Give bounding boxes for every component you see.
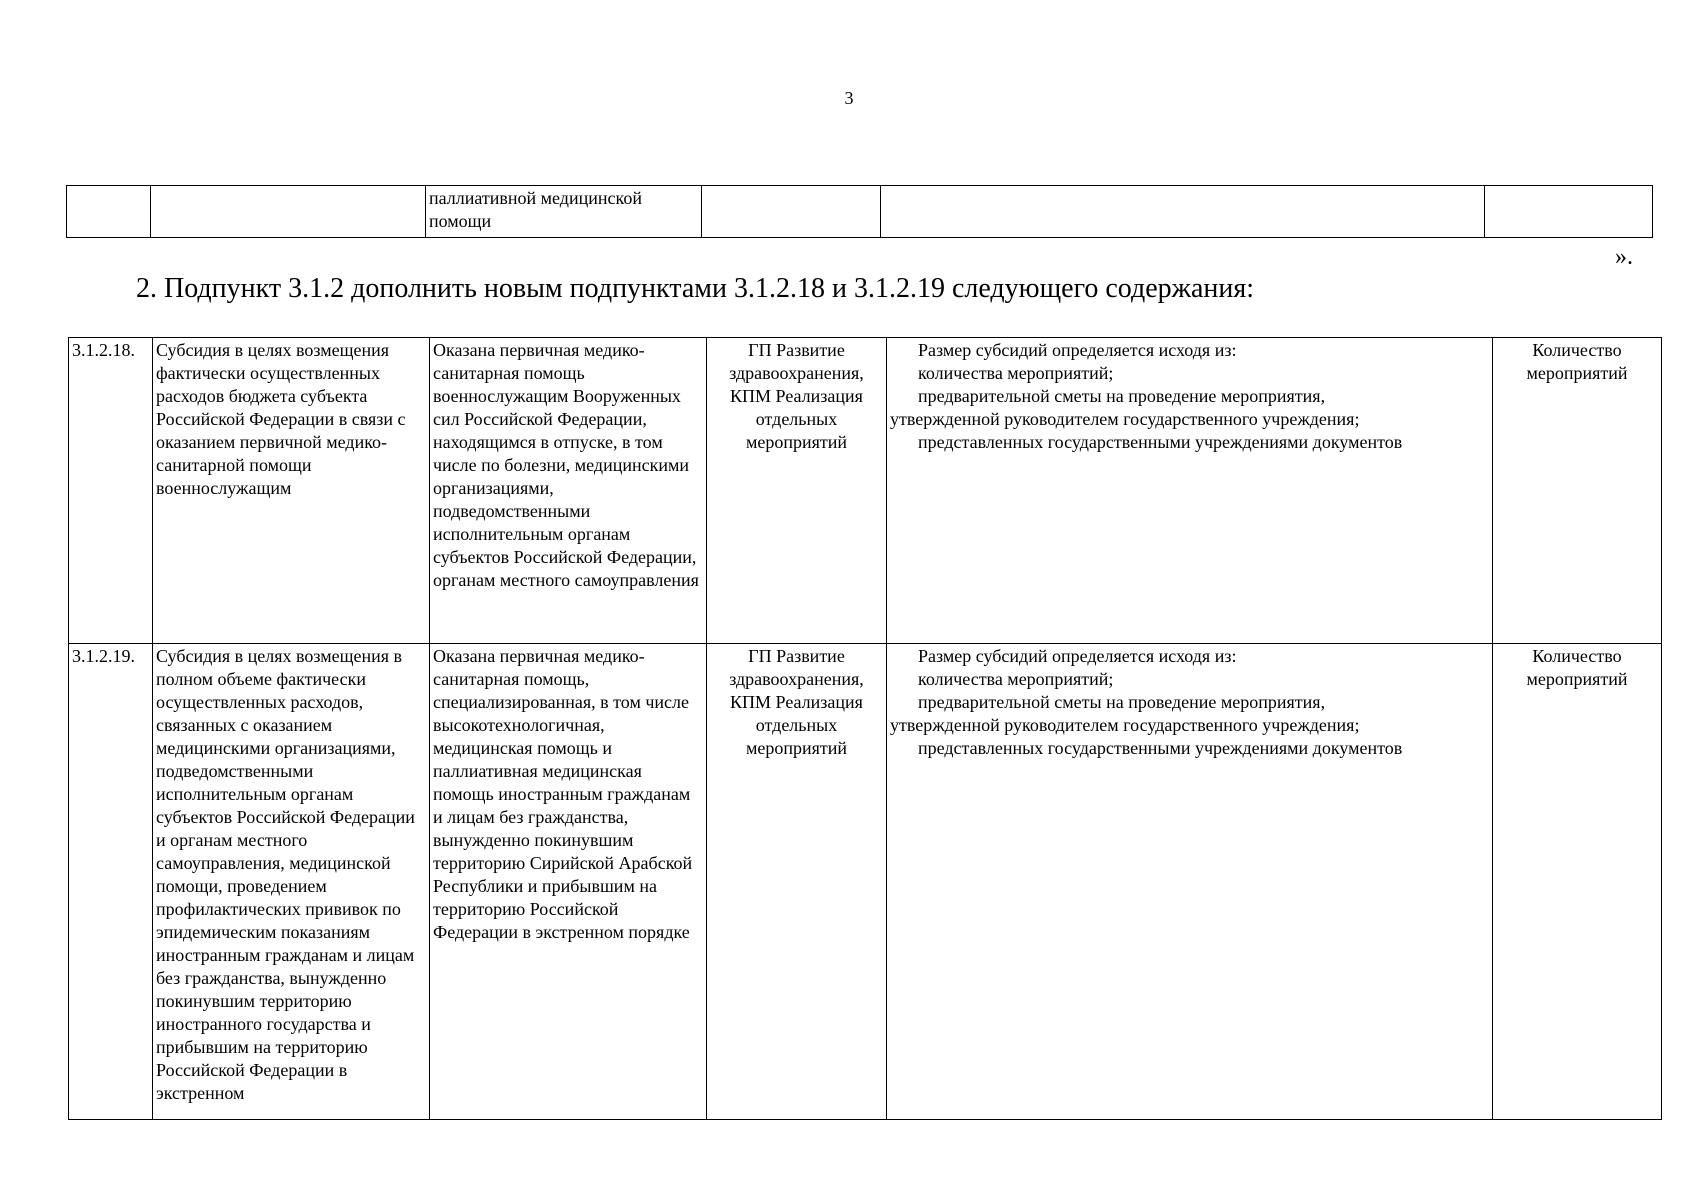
subsidy-name: Субсидия в целях возмещения в полном объеме фактически осуществленных расходов, связанных с оказанием медицинскими организациями, подведомственными исполнительным органам субъектов Российской Федерации и органам местного самоуправления, медицинской помощи, проведением профилактических прививок по эпидемическим показаниям иностранным гражданам и лицам без гражданства, вынужденно покинувшим территорию иностранного государства и прибывшим на территорию Российской Федерации в экстренном [153,644,430,1120]
page-number: 3 [844,88,854,108]
row-number: 3.1.2.18. [69,338,153,644]
result-indicator: Количество мероприятий [1493,338,1662,644]
subsidy-size-description [887,338,1493,644]
section-heading: 2. Подпункт 3.1.2 дополнить новым подпунктами 3.1.2.18 и 3.1.2.19 следующего содержания: [136,273,1255,304]
size-line: представленных государственными учреждениями документов [918,738,1403,758]
size-line: количества мероприятий; [918,363,1114,383]
subsidy-size-description [887,644,1493,1120]
table-row [69,338,1662,644]
continuation-table [66,185,1653,238]
program-name: ГП Развитие здравоохранения, КПМ Реализация отдельных мероприятий [707,644,887,1120]
size-line: Размер субсидий определяется исходя из: [918,340,1237,360]
subsidy-result: Оказана первичная медико-санитарная помощь военнослужащим Вооруженных сил Российской Федерации, находящимся в отпуске, в том числе по болезни, медицинскими организациями, подведомственными исполнительным органам субъектов Российской Федерации, органам местного самоуправления [430,338,707,644]
size-line: количества мероприятий; [918,669,1114,689]
subsidies-table [68,337,1662,1120]
table-row [69,644,1662,1120]
subsidy-result: Оказана первичная медико-санитарная помощь, специализированная, в том числе высокотехнологичная, медицинская помощь и паллиативная медицинская помощь иностранным гражданам и лицам без гражданства, вынужденно покинувшим территорию Сирийской Арабской Республики и прибывшим на территорию Российской Федерации в экстренном порядке [430,644,707,1120]
table-cell [881,186,1485,238]
table-cell [1485,186,1653,238]
program-name: ГП Развитие здравоохранения, КПМ Реализация отдельных мероприятий [707,338,887,644]
closing-quote: ». [1615,244,1633,270]
table-cell [67,186,151,238]
size-line: предварительной сметы на проведение мероприятия, [918,386,1326,406]
size-line: утвержденной руководителем государственного учреждения; [890,409,1360,429]
row-number: 3.1.2.19. [69,644,153,1120]
result-indicator: Количество мероприятий [1493,644,1662,1120]
size-line: утвержденной руководителем государственного учреждения; [890,715,1360,735]
subsidy-name: Субсидия в целях возмещения фактически осуществленных расходов бюджета субъекта Российской Федерации в связи с оказанием первичной медико-санитарной помощи военнослужащим [153,338,430,644]
size-line: предварительной сметы на проведение мероприятия, [918,692,1326,712]
size-line: представленных государственными учреждениями документов [918,432,1403,452]
table-row [67,186,1653,238]
table-cell [702,186,881,238]
table-cell [151,186,426,238]
size-line: Размер субсидий определяется исходя из: [918,646,1237,666]
table-cell-text: паллиативной медицинской помощи [426,186,702,238]
